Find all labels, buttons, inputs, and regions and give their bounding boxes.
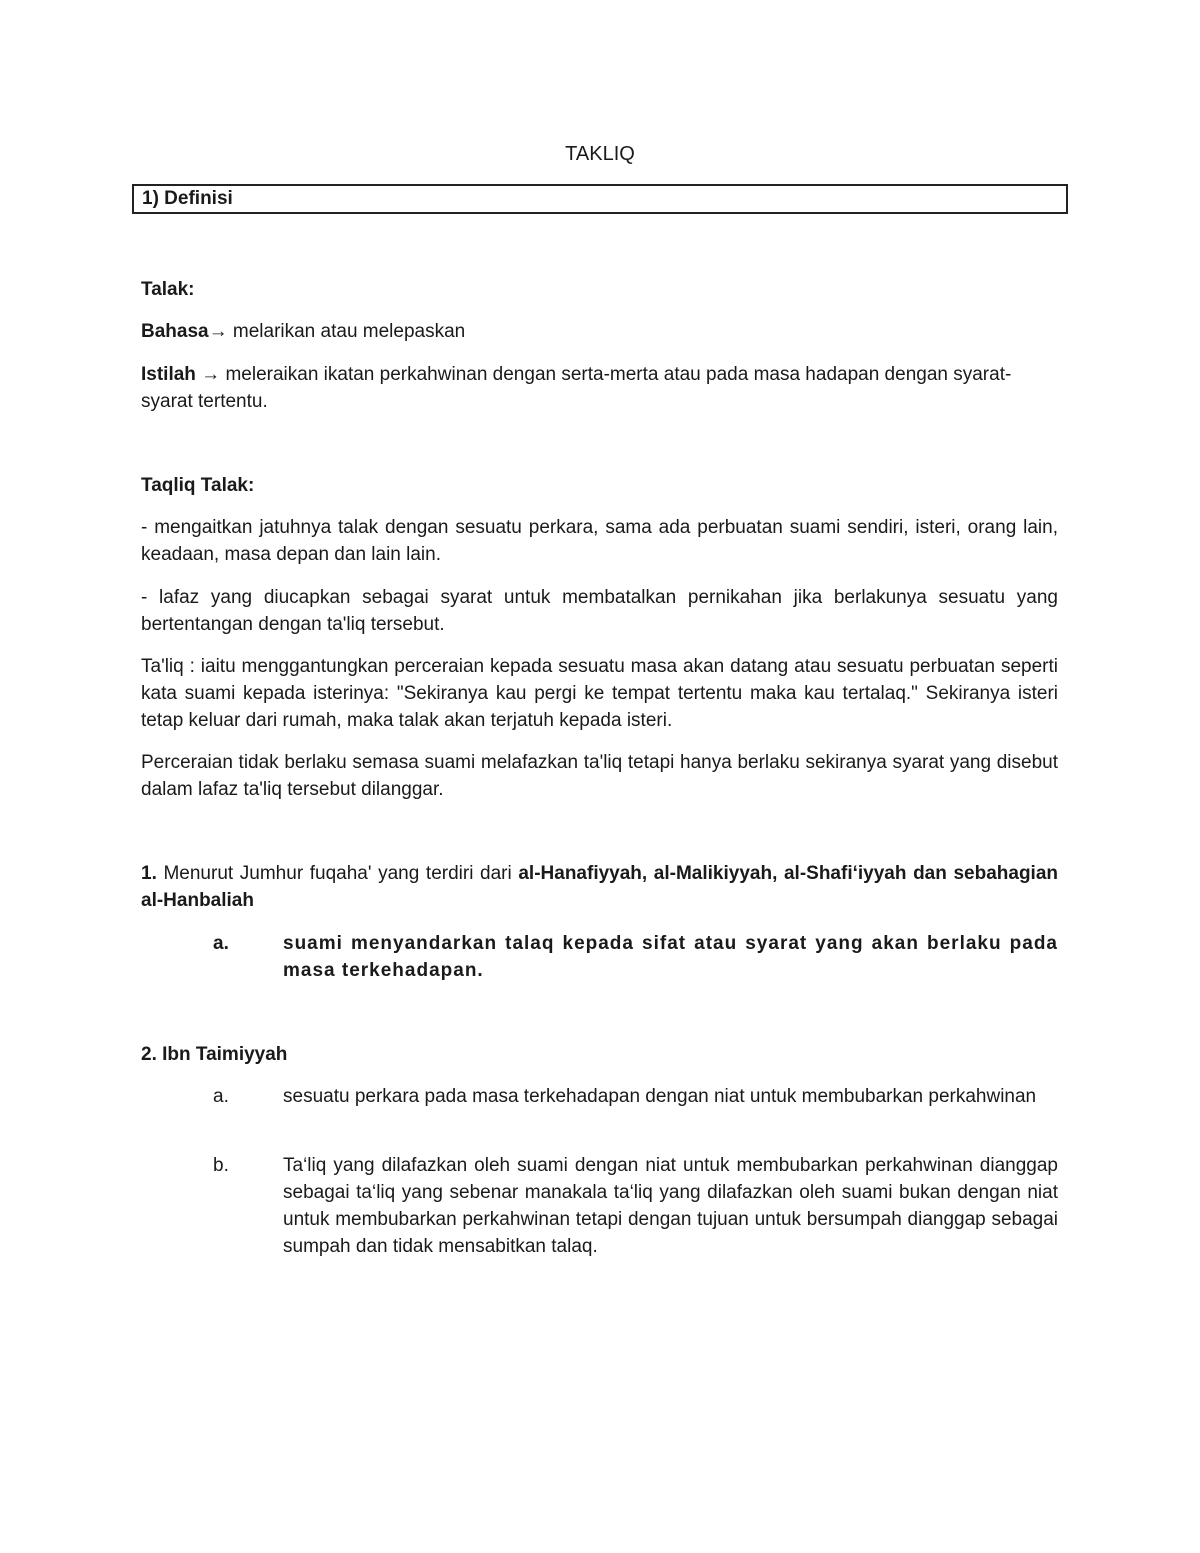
section-heading-box xyxy=(132,184,1068,214)
section-heading: 1) Definisi xyxy=(142,188,233,209)
taliq-paragraph: Ta'liq : iaitu menggantungkan perceraian kepada sesuatu masa akan datang atau sesuatu perbuatan seperti kata suami kepada isterinya: "Sekiranya kau pergi ke tempat tertentu maka kau tertalaq." Sekiranya isteri tetap keluar dari rumah, maka talak akan terjatuh kepada isteri. xyxy=(141,656,1058,731)
opinion-1-item-a: suami menyandarkan talaq kepada sifat atau syarat yang akan berlaku pada masa terkehadapan. xyxy=(283,933,1058,981)
opinion-1-number: 1. xyxy=(141,863,157,884)
istilah-text: → meleraikan ikatan perkahwinan dengan serta-merta atau pada masa hadapan dengan syarat- syarat tertentu. xyxy=(141,364,1012,412)
istilah-paragraph xyxy=(141,361,1058,415)
page-title: TAKLIQ xyxy=(565,143,635,165)
bahasa-text: → melarikan atau melepaskan xyxy=(208,321,466,342)
taqliq-point-1: - mengaitkan jatuhnya talak dengan sesuatu perkara, sama ada perbuatan suami sendiri, isteri, orang lain, keadaan, masa depan dan lain lain. xyxy=(141,517,1058,565)
opinion-2-item-a: sesuatu perkara pada masa terkehadapan dengan niat untuk membubarkan perkahwinan xyxy=(283,1086,1037,1107)
talak-heading: Talak: xyxy=(141,279,195,300)
perceraian-paragraph: Perceraian tidak berlaku semasa suami melafazkan ta'liq tetapi hanya berlaku sekiranya syarat yang disebut dalam lafaz ta'liq tersebut dilanggar. xyxy=(141,752,1058,800)
taqliq-heading: Taqliq Talak: xyxy=(141,475,255,496)
opinion-1-lead: Menurut Jumhur fuqaha' yang terdiri dari xyxy=(156,863,519,884)
istilah-label: Istilah xyxy=(141,364,196,385)
opinion-1-item-a-marker: a. xyxy=(213,933,229,954)
opinion-2-item-b-marker: b. xyxy=(213,1155,229,1176)
opinion-2-heading: 2. Ibn Taimiyyah xyxy=(141,1044,288,1065)
opinion-1-paragraph xyxy=(141,860,1058,914)
bahasa-line xyxy=(141,318,1058,345)
opinion-1-schools: al-Hanafiyyah, al-Malikiyyah, al-Shafi‘iyyah dan sebahagian al-Hanbaliah xyxy=(141,863,1059,911)
bahasa-label: Bahasa xyxy=(141,321,209,342)
opinion-2-item-a-marker: a. xyxy=(213,1086,229,1107)
taqliq-point-2: - lafaz yang diucapkan sebagai syarat untuk membatalkan pernikahan jika berlakunya sesuatu yang bertentangan dengan ta'liq tersebut. xyxy=(141,587,1058,635)
opinion-2-item-b: Ta‘liq yang dilafazkan oleh suami dengan niat untuk membubarkan perkahwinan dianggap sebagai ta‘liq yang sebenar manakala ta‘liq yang dilafazkan oleh suami bukan dengan niat untuk membubarkan perkahwinan tetapi dengan tujuan untuk bersumpah dianggap sebagai sumpah dan tidak mensabitkan talaq. xyxy=(283,1155,1058,1257)
